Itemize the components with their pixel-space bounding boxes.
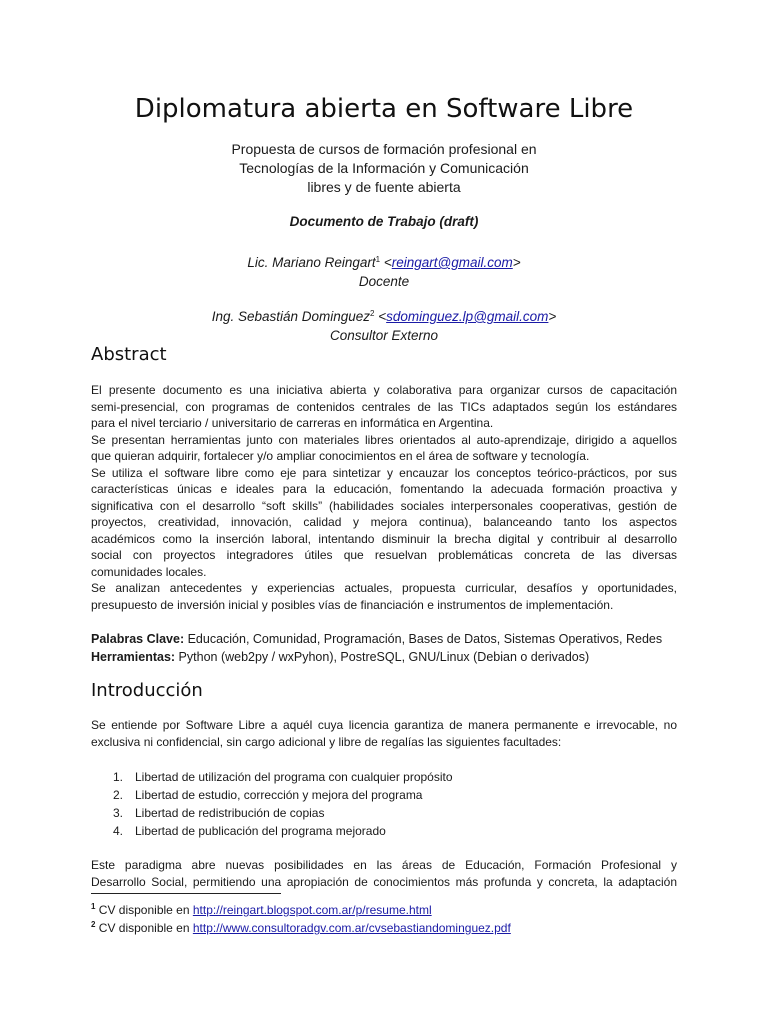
abstract-line: que quieran adquirir, fortalecer y/o ampliar conocimientos en el área de software y tecnología.	[91, 449, 590, 463]
footnote-link[interactable]: http://reingart.blogspot.com.ar/p/resume.html	[192, 903, 432, 917]
footnote-prefix: CV disponible en	[95, 903, 193, 917]
intro-line: Se entiende por Software Libre a aquél cuya licencia garantiza de manera permanente e irrevocable, no	[91, 718, 677, 732]
author-role: Docente	[358, 274, 410, 289]
author-block-2: Ing. Sebastián Dominguez$^2$ <sdominguez.lp@gmail.com> Consultor Externo	[0, 304, 768, 345]
footnote-separator	[91, 893, 281, 894]
list-text: Libertad de utilización del programa con cualquier propósito	[135, 770, 453, 784]
abstract-line: El presente documento es una iniciativa abierta y colaborativa para organizar cursos de capacitación	[91, 383, 677, 397]
keywords-block	[91, 630, 677, 666]
footnote-link[interactable]: http://www.consultoradgv.com.ar/cvsebastiandominguez.pdf	[192, 921, 511, 935]
closing-paragraph	[91, 857, 677, 890]
author-name: Lic. Mariano Reingart	[247, 255, 376, 270]
subtitle-line: libres y de fuente abierta	[307, 179, 461, 195]
footnote-ref[interactable]: 2	[370, 309, 375, 318]
author-email-link[interactable]: reingart@gmail.com	[391, 255, 513, 270]
abstract-line: académicos como la inserción laboral, intentando disminuir la brecha digital y contribuir al desarrollo	[91, 531, 677, 546]
introduction-heading: Introducción	[91, 680, 203, 701]
keywords-label: Palabras Clave:	[91, 632, 185, 646]
tools-line	[91, 648, 677, 666]
document-subtitle	[0, 140, 768, 197]
abstract-line: para el nivel terciario / universitario de carreras en informática en Argentina.	[91, 416, 494, 430]
list-item	[91, 822, 453, 840]
subtitle-line: Propuesta de cursos de formación profesional en	[231, 141, 537, 157]
list-text: Libertad de publicación del programa mejorado	[135, 824, 386, 838]
list-number: 1.	[113, 770, 124, 784]
footnote-2	[91, 916, 511, 934]
list-item	[91, 786, 453, 804]
keywords-value: Educación, Comunidad, Programación, Bases de Datos, Sistemas Operativos, Redes	[184, 632, 663, 646]
document-title: Diplomatura abierta en Software Libre	[134, 94, 634, 124]
abstract-line: Se presentan herramientas junto con materiales libres orientados al auto-aprendizaje, dirigido a aquellos	[91, 432, 677, 447]
closing-line: Este paradigma abre nuevas posibilidades en las áreas de Educación, Formación Profesional y	[91, 858, 677, 872]
list-item	[91, 768, 453, 786]
footnote-ref[interactable]: 1	[375, 255, 381, 264]
abstract-line: significativa con el desarrollo “soft skills” (habilidades sociales interpersonales cooperativas, gestión de	[91, 498, 677, 513]
abstract-heading: Abstract	[91, 344, 167, 365]
intro-line: exclusiva ni confidencial, sin cargo adicional y libre de regalías las siguientes facultades:	[91, 734, 562, 749]
footnotes	[91, 898, 511, 934]
author-role: Consultor Externo	[329, 328, 439, 343]
list-text: Libertad de redistribución de copias	[135, 806, 325, 820]
footnote-number: 1	[91, 902, 96, 911]
abstract-line: presupuesto de inversión inicial y posibles vías de financiación e instrumentos de implementación.	[91, 597, 614, 612]
footnote-prefix: CV disponible en	[95, 921, 193, 935]
list-text: Libertad de estudio, corrección y mejora del programa	[135, 788, 423, 802]
closing-line: Desarrollo Social, permitiendo una apropiación de conocimientos más profunda y concreta, la adaptación	[91, 874, 677, 889]
list-number: 2.	[113, 788, 124, 802]
subtitle-line: Tecnologías de la Información y Comunicación	[239, 160, 529, 176]
tools-label: Herramientas:	[91, 650, 176, 664]
abstract-line: semi-presencial, con programas de contenidos centrales de las TICs adaptados según los estándares	[91, 399, 677, 414]
abstract-line: Se analizan antecedentes y experiencias actuales, propuesta curricular, desafíos y oportunidades,	[91, 581, 677, 595]
abstract-line: características únicas e ideales para la educación, fomentando la adecuada formación proactiva y	[91, 482, 677, 496]
keywords-line	[91, 630, 677, 648]
author-email-link[interactable]: sdominguez.lp@gmail.com	[386, 309, 549, 324]
footnote-1	[91, 898, 511, 916]
draft-label: Documento de Trabajo (draft)	[289, 214, 479, 229]
author-block-1: Lic. Mariano Reingart$^1$ <reingart@gmail.com> Docente	[0, 250, 768, 291]
author-name: Ing. Sebastián Dominguez	[211, 309, 371, 324]
introduction-paragraph	[91, 717, 677, 750]
list-item	[91, 804, 453, 822]
abstract-line: proyectos, creatividad, innovación, calidad y mejora continua), balanceando tanto los aspectos	[91, 515, 677, 529]
abstract-paragraph	[91, 382, 677, 613]
freedoms-list	[91, 768, 453, 840]
abstract-line: social con proyectos integradores útiles que resuelvan problemáticas concreta de las diversas	[91, 548, 677, 562]
abstract-line: comunidades locales.	[91, 564, 207, 579]
tools-value: Python (web2py / wxPyhon), PostreSQL, GNU/Linux (Debian o derivados)	[175, 650, 590, 664]
list-number: 3.	[113, 806, 124, 820]
list-number: 4.	[113, 824, 124, 838]
footnote-number: 2	[91, 920, 96, 929]
abstract-line: Se utiliza el software libre como eje para sintetizar y encauzar los conceptos teórico-prácticos, por sus	[91, 465, 677, 480]
